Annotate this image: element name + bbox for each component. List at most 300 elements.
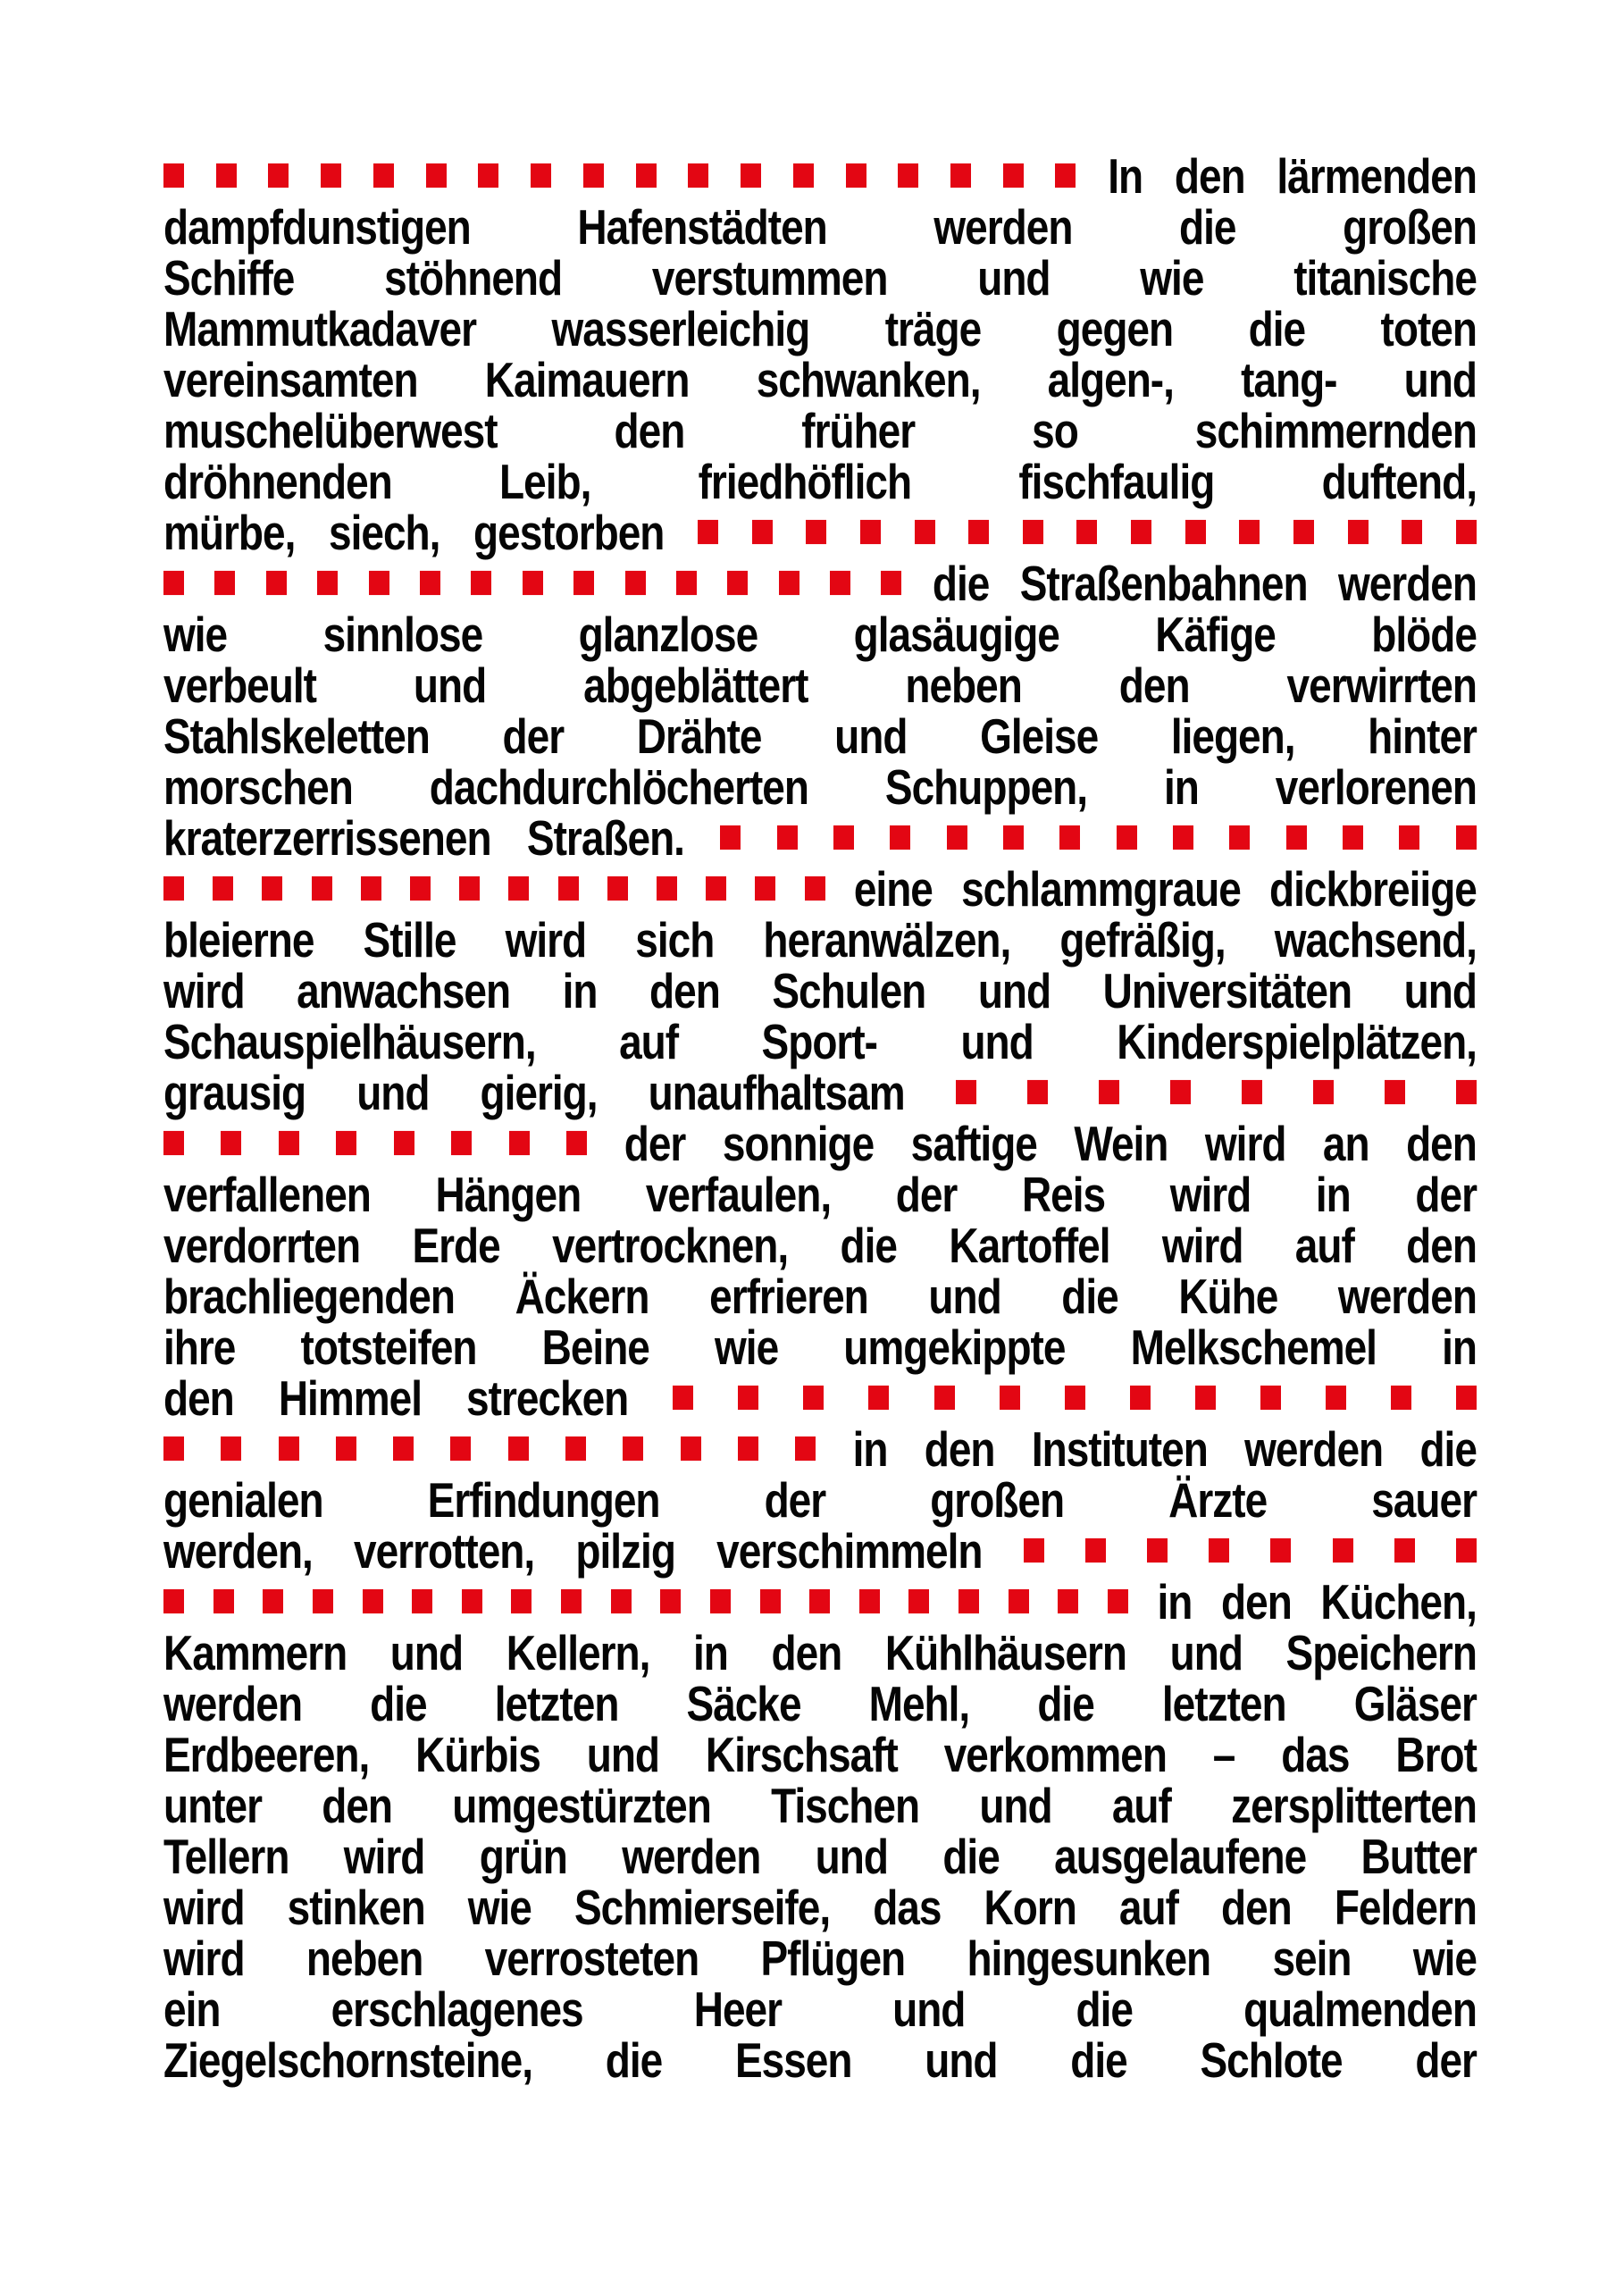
red-square-marker <box>859 1589 880 1613</box>
word: qualmenden <box>1243 1981 1477 2037</box>
red-square-marker <box>1009 1589 1029 1613</box>
word: Gläser <box>1353 1675 1477 1731</box>
word: den <box>1118 657 1190 713</box>
word: sein <box>1272 1930 1352 1986</box>
word: Schlote <box>1200 2031 1343 2088</box>
word: umgekippte <box>843 1319 1066 1375</box>
word: glanzlose <box>578 606 758 662</box>
word: dickbreiige <box>1269 860 1477 917</box>
word: verlorenen <box>1275 758 1477 815</box>
red-square-marker <box>868 1386 889 1410</box>
word: verrotten, <box>354 1522 535 1579</box>
word: gierig, <box>480 1064 598 1120</box>
word: den <box>649 962 720 1018</box>
red-square-marker <box>738 1386 758 1410</box>
word: Schulen <box>772 962 926 1018</box>
red-square-marker <box>607 876 628 901</box>
word: in <box>562 962 598 1018</box>
red-square-marker <box>611 1589 632 1613</box>
word: saftige <box>910 1115 1037 1171</box>
word: auf <box>1118 1879 1178 1935</box>
word: ausgelaufene <box>1054 1828 1307 1884</box>
red-square-marker <box>1147 1538 1168 1562</box>
word: dampfdunstigen <box>163 198 471 255</box>
word: dröhnenden <box>163 453 392 509</box>
red-square-marker <box>268 163 289 188</box>
word: erschlagenes <box>331 1981 583 2037</box>
word: schimmernden <box>1194 402 1477 458</box>
text-line <box>163 2030 1477 2090</box>
red-square-marker <box>1055 163 1076 188</box>
word: stinken <box>287 1879 425 1935</box>
word: tang- <box>1241 351 1337 407</box>
red-square-marker <box>915 520 935 544</box>
word: verwirrten <box>1286 657 1477 713</box>
red-square-marker <box>809 1589 830 1613</box>
word: und <box>1403 351 1477 407</box>
word: Kühe <box>1178 1268 1278 1324</box>
word: auf <box>1294 1217 1354 1273</box>
red-square-marker <box>1076 520 1097 544</box>
red-square-marker <box>752 520 773 544</box>
red-square-marker <box>1185 520 1206 544</box>
red-square-marker <box>881 571 901 595</box>
red-square-marker <box>216 163 237 188</box>
word: Straßen. <box>526 809 684 866</box>
red-square-marker <box>508 876 529 901</box>
word: sinnlose <box>322 606 483 662</box>
word: Schmierseife, <box>573 1879 831 1935</box>
word: Erfindungen <box>427 1471 660 1528</box>
word: das <box>873 1879 942 1935</box>
word: und <box>1169 1624 1243 1680</box>
red-square-marker <box>1313 1080 1334 1104</box>
word: – <box>1212 1726 1235 1782</box>
word: werden <box>163 1675 303 1731</box>
red-square-marker <box>1260 1386 1281 1410</box>
red-square-marker <box>688 163 708 188</box>
red-square-marker <box>163 163 184 188</box>
red-square-marker <box>1402 520 1422 544</box>
red-square-marker <box>561 1589 582 1613</box>
red-square-marker <box>860 520 881 544</box>
word: schlammgraue <box>961 860 1241 917</box>
red-square-marker <box>795 1437 816 1461</box>
word: Säcke <box>686 1675 801 1731</box>
red-square-marker <box>1239 520 1260 544</box>
word: so <box>1032 402 1078 458</box>
red-square-marker <box>947 825 967 850</box>
word: und <box>834 708 908 764</box>
word: und <box>356 1064 430 1120</box>
word: den <box>1406 1115 1477 1171</box>
red-square-marker <box>478 163 498 188</box>
word: Kirschsaft <box>705 1726 898 1782</box>
word: Schuppen, <box>884 758 1088 815</box>
word: grausig <box>163 1064 306 1120</box>
word: Kaimauern <box>484 351 690 407</box>
word: der <box>624 1115 686 1171</box>
red-square-marker <box>279 1131 299 1155</box>
red-square-marker <box>698 520 718 544</box>
word: zersplitterten <box>1231 1777 1477 1833</box>
word: den <box>924 1420 995 1477</box>
red-square-marker <box>221 1131 241 1155</box>
word: toten <box>1380 300 1477 356</box>
red-square-marker <box>1000 1386 1020 1410</box>
red-square-marker <box>793 163 814 188</box>
word: verkommen <box>943 1726 1167 1782</box>
word: brachliegenden <box>163 1268 455 1324</box>
word: letzten <box>494 1675 619 1731</box>
word: sich <box>635 911 715 968</box>
word: auf <box>619 1013 679 1069</box>
word: neben <box>306 1930 423 1986</box>
word: den <box>771 1624 842 1680</box>
word: Sport- <box>761 1013 877 1069</box>
word: Ziegelschornsteine, <box>163 2031 533 2088</box>
red-square-marker <box>163 1131 184 1155</box>
red-square-marker <box>1242 1080 1262 1104</box>
word: unaufhaltsam <box>648 1064 905 1120</box>
word: Kammern <box>163 1624 347 1680</box>
word: vertrocknen, <box>552 1217 789 1273</box>
word: Wein <box>1074 1115 1168 1171</box>
red-square-marker <box>1170 1080 1191 1104</box>
red-square-marker <box>336 1437 356 1461</box>
red-square-marker <box>213 1589 234 1613</box>
word: werden <box>1337 1268 1477 1324</box>
red-square-marker <box>1058 1589 1078 1613</box>
word: wird <box>1161 1217 1243 1273</box>
red-square-marker <box>426 163 447 188</box>
red-square-marker <box>1293 520 1314 544</box>
red-square-marker <box>531 163 551 188</box>
red-square-marker <box>1003 163 1024 188</box>
word: friedhöflich <box>698 453 912 509</box>
word: die <box>932 555 990 611</box>
red-square-marker <box>450 1437 471 1461</box>
word: verstummen <box>651 249 888 306</box>
word: Ärzte <box>1168 1471 1268 1528</box>
word: und <box>960 1013 1034 1069</box>
word: ein <box>163 1981 221 2037</box>
word: dachdurchlöcherten <box>429 758 808 815</box>
word: verschimmeln <box>716 1522 983 1579</box>
red-square-marker <box>263 1589 283 1613</box>
word: die <box>1037 1675 1094 1731</box>
word: Stahlskeletten <box>163 708 430 764</box>
red-square-marker <box>462 1589 482 1613</box>
red-square-marker <box>805 876 825 901</box>
word: Korn <box>984 1879 1076 1935</box>
red-square-marker <box>373 163 394 188</box>
red-square-marker <box>1023 520 1043 544</box>
word: den <box>1406 1217 1477 1273</box>
word: den <box>1174 147 1245 204</box>
red-square-marker <box>956 1080 976 1104</box>
word: Essen <box>734 2031 852 2088</box>
red-square-marker <box>410 876 431 901</box>
red-square-marker <box>760 1589 781 1613</box>
word: gegen <box>1056 300 1174 356</box>
word: Mehl, <box>868 1675 970 1731</box>
red-square-marker <box>361 876 381 901</box>
red-square-marker <box>806 520 826 544</box>
red-square-marker <box>1003 825 1024 850</box>
red-square-marker <box>573 571 594 595</box>
red-square-marker <box>163 1437 184 1461</box>
word: Mammutkadaver <box>163 300 477 356</box>
word: auf <box>1111 1777 1171 1833</box>
word: Kürbis <box>415 1726 540 1782</box>
word: Schauspielhäusern, <box>163 1013 536 1069</box>
red-square-marker <box>451 1131 472 1155</box>
red-square-marker <box>968 520 989 544</box>
red-square-marker <box>623 1437 643 1461</box>
red-square-marker <box>1229 825 1250 850</box>
word: wird <box>505 911 587 968</box>
word: großen <box>1343 198 1477 255</box>
red-square-marker <box>394 1131 414 1155</box>
red-square-marker <box>1131 520 1151 544</box>
word: Kartoffel <box>949 1217 1110 1273</box>
word: in <box>1442 1319 1477 1375</box>
red-square-marker <box>1027 1080 1048 1104</box>
word: Speichern <box>1285 1624 1477 1680</box>
word: erfrieren <box>709 1268 868 1324</box>
word: werden <box>933 198 1073 255</box>
word: Kühlhäusern <box>884 1624 1127 1680</box>
red-square-marker <box>279 1437 299 1461</box>
red-square-marker <box>1130 1386 1151 1410</box>
word: Tischen <box>771 1777 920 1833</box>
red-square-marker <box>509 1131 530 1155</box>
word: bleierne <box>163 911 314 968</box>
word: Erdbeeren, <box>163 1726 370 1782</box>
word: der <box>1415 1166 1477 1222</box>
word: in <box>1163 758 1199 815</box>
red-square-marker <box>317 571 338 595</box>
word: Hafenstädten <box>577 198 827 255</box>
word: wird <box>1169 1166 1251 1222</box>
word: muschelüberwest <box>163 402 498 458</box>
word: werden <box>622 1828 761 1884</box>
word: und <box>1403 962 1477 1018</box>
red-square-marker <box>508 1437 529 1461</box>
red-square-marker <box>313 1589 333 1613</box>
red-square-marker <box>738 1437 758 1461</box>
word: in <box>1157 1573 1193 1629</box>
word: Schiffe <box>163 249 295 306</box>
word: gestorben <box>473 504 665 560</box>
word: die <box>1070 2031 1127 2088</box>
word: Straßenbahnen <box>1019 555 1308 611</box>
word: Käfige <box>1155 606 1276 662</box>
red-square-marker <box>336 1131 356 1155</box>
word: das <box>1281 1726 1350 1782</box>
word: duftend, <box>1321 453 1477 509</box>
word: Stille <box>363 911 456 968</box>
red-square-marker <box>636 163 657 188</box>
word: verdorrten <box>163 1217 361 1273</box>
red-square-marker <box>412 1589 432 1613</box>
word: totsteifen <box>300 1319 477 1375</box>
red-square-marker <box>1348 520 1369 544</box>
word: Universitäten <box>1102 962 1352 1018</box>
word: wachsend, <box>1274 911 1477 968</box>
word: verfaulen, <box>645 1166 832 1222</box>
word: Tellern <box>163 1828 289 1884</box>
word: werden <box>1337 555 1477 611</box>
red-square-marker <box>1085 1538 1106 1562</box>
red-square-marker <box>369 571 389 595</box>
red-square-marker <box>681 1437 701 1461</box>
word: stöhnend <box>384 249 563 306</box>
word: und <box>977 249 1051 306</box>
word: den <box>163 1370 234 1426</box>
red-square-marker <box>1173 825 1193 850</box>
red-square-marker <box>755 876 775 901</box>
word: genialen <box>163 1471 323 1528</box>
word: In <box>1108 147 1143 204</box>
word: die <box>1248 300 1306 356</box>
word: die <box>1061 1268 1118 1324</box>
word: und <box>892 1981 966 2037</box>
red-square-marker <box>1456 825 1477 850</box>
red-square-marker <box>777 825 798 850</box>
word: schwanken, <box>756 351 981 407</box>
word: wie <box>467 1879 532 1935</box>
red-square-marker <box>213 876 233 901</box>
red-square-marker <box>673 1386 693 1410</box>
word: liegen, <box>1170 708 1295 764</box>
red-square-marker <box>1099 1080 1119 1104</box>
word: die <box>942 1828 1000 1884</box>
red-square-marker <box>1343 825 1363 850</box>
word: Butter <box>1360 1828 1477 1884</box>
word: neben <box>905 657 1022 713</box>
red-square-marker <box>706 876 726 901</box>
word: und <box>979 1777 1052 1833</box>
red-square-marker <box>163 1589 184 1613</box>
word: verrosteten <box>484 1930 699 1986</box>
red-square-marker <box>1456 1538 1477 1562</box>
word: blöde <box>1371 606 1477 662</box>
word: strecken <box>466 1370 629 1426</box>
red-square-marker <box>1286 825 1307 850</box>
word: der <box>895 1166 958 1222</box>
red-square-marker <box>1108 1589 1128 1613</box>
red-square-marker <box>1399 825 1419 850</box>
word: der <box>764 1471 826 1528</box>
red-square-marker <box>1391 1386 1411 1410</box>
word: Melkschemel <box>1130 1319 1377 1375</box>
word: wird <box>163 962 245 1018</box>
word: Drähte <box>636 708 762 764</box>
word: Instituten <box>1031 1420 1208 1477</box>
word: hinter <box>1368 708 1477 764</box>
word: der <box>1415 2031 1477 2088</box>
word: algen-, <box>1047 351 1174 407</box>
red-square-marker <box>511 1589 532 1613</box>
red-square-marker <box>898 163 918 188</box>
red-square-marker <box>583 163 604 188</box>
word: Leib, <box>499 453 591 509</box>
word: werden, <box>163 1522 313 1579</box>
word: Reis <box>1021 1166 1106 1222</box>
red-square-marker <box>846 163 866 188</box>
red-square-marker <box>566 1131 587 1155</box>
word: werden <box>1244 1420 1384 1477</box>
red-square-marker <box>1385 1080 1405 1104</box>
red-square-marker <box>1326 1386 1346 1410</box>
word: vereinsamten <box>163 351 418 407</box>
word: umgestürzten <box>452 1777 711 1833</box>
red-square-marker <box>163 876 184 901</box>
red-square-marker <box>958 1589 979 1613</box>
word: wird <box>343 1828 425 1884</box>
red-square-marker <box>950 163 971 188</box>
word: Kinderspielplätzen, <box>1117 1013 1477 1069</box>
red-square-marker <box>565 1437 586 1461</box>
red-square-marker <box>1394 1538 1415 1562</box>
word: kraterzerrissenen <box>163 809 491 866</box>
word: in <box>693 1624 728 1680</box>
red-square-marker <box>471 571 491 595</box>
red-square-marker <box>779 571 799 595</box>
word: grün <box>479 1828 567 1884</box>
red-square-marker <box>934 1386 955 1410</box>
red-square-marker <box>1117 825 1137 850</box>
word: und <box>389 1624 464 1680</box>
red-square-marker <box>1209 1538 1229 1562</box>
word: und <box>413 657 487 713</box>
red-square-marker <box>163 571 184 595</box>
word: Hängen <box>435 1166 582 1222</box>
red-square-marker <box>523 571 543 595</box>
word: an <box>1322 1115 1369 1171</box>
word: Äckern <box>515 1268 649 1324</box>
word: und <box>815 1828 888 1884</box>
word: eine <box>853 860 933 917</box>
word: verfallenen <box>163 1166 371 1222</box>
red-square-marker <box>1456 1080 1477 1104</box>
word: die <box>1179 198 1236 255</box>
red-square-marker <box>720 825 741 850</box>
red-square-marker <box>890 825 910 850</box>
red-square-marker <box>420 571 440 595</box>
word: Pflügen <box>760 1930 906 1986</box>
word: die <box>1419 1420 1477 1477</box>
word: den <box>1221 1573 1292 1629</box>
word: Heer <box>693 1981 783 2037</box>
red-square-marker <box>1065 1386 1085 1410</box>
word: wird <box>163 1879 245 1935</box>
word: verbeult <box>163 657 316 713</box>
red-square-marker <box>833 825 854 850</box>
word: sauer <box>1371 1471 1477 1528</box>
red-square-marker <box>262 876 282 901</box>
word: Gleise <box>980 708 1099 764</box>
red-square-marker <box>710 1589 731 1613</box>
word: lärmenden <box>1277 147 1477 204</box>
red-square-marker <box>363 1589 383 1613</box>
red-square-marker <box>393 1437 414 1461</box>
red-square-marker <box>908 1589 929 1613</box>
word: wasserleichig <box>551 300 810 356</box>
word: titanische <box>1293 249 1477 306</box>
